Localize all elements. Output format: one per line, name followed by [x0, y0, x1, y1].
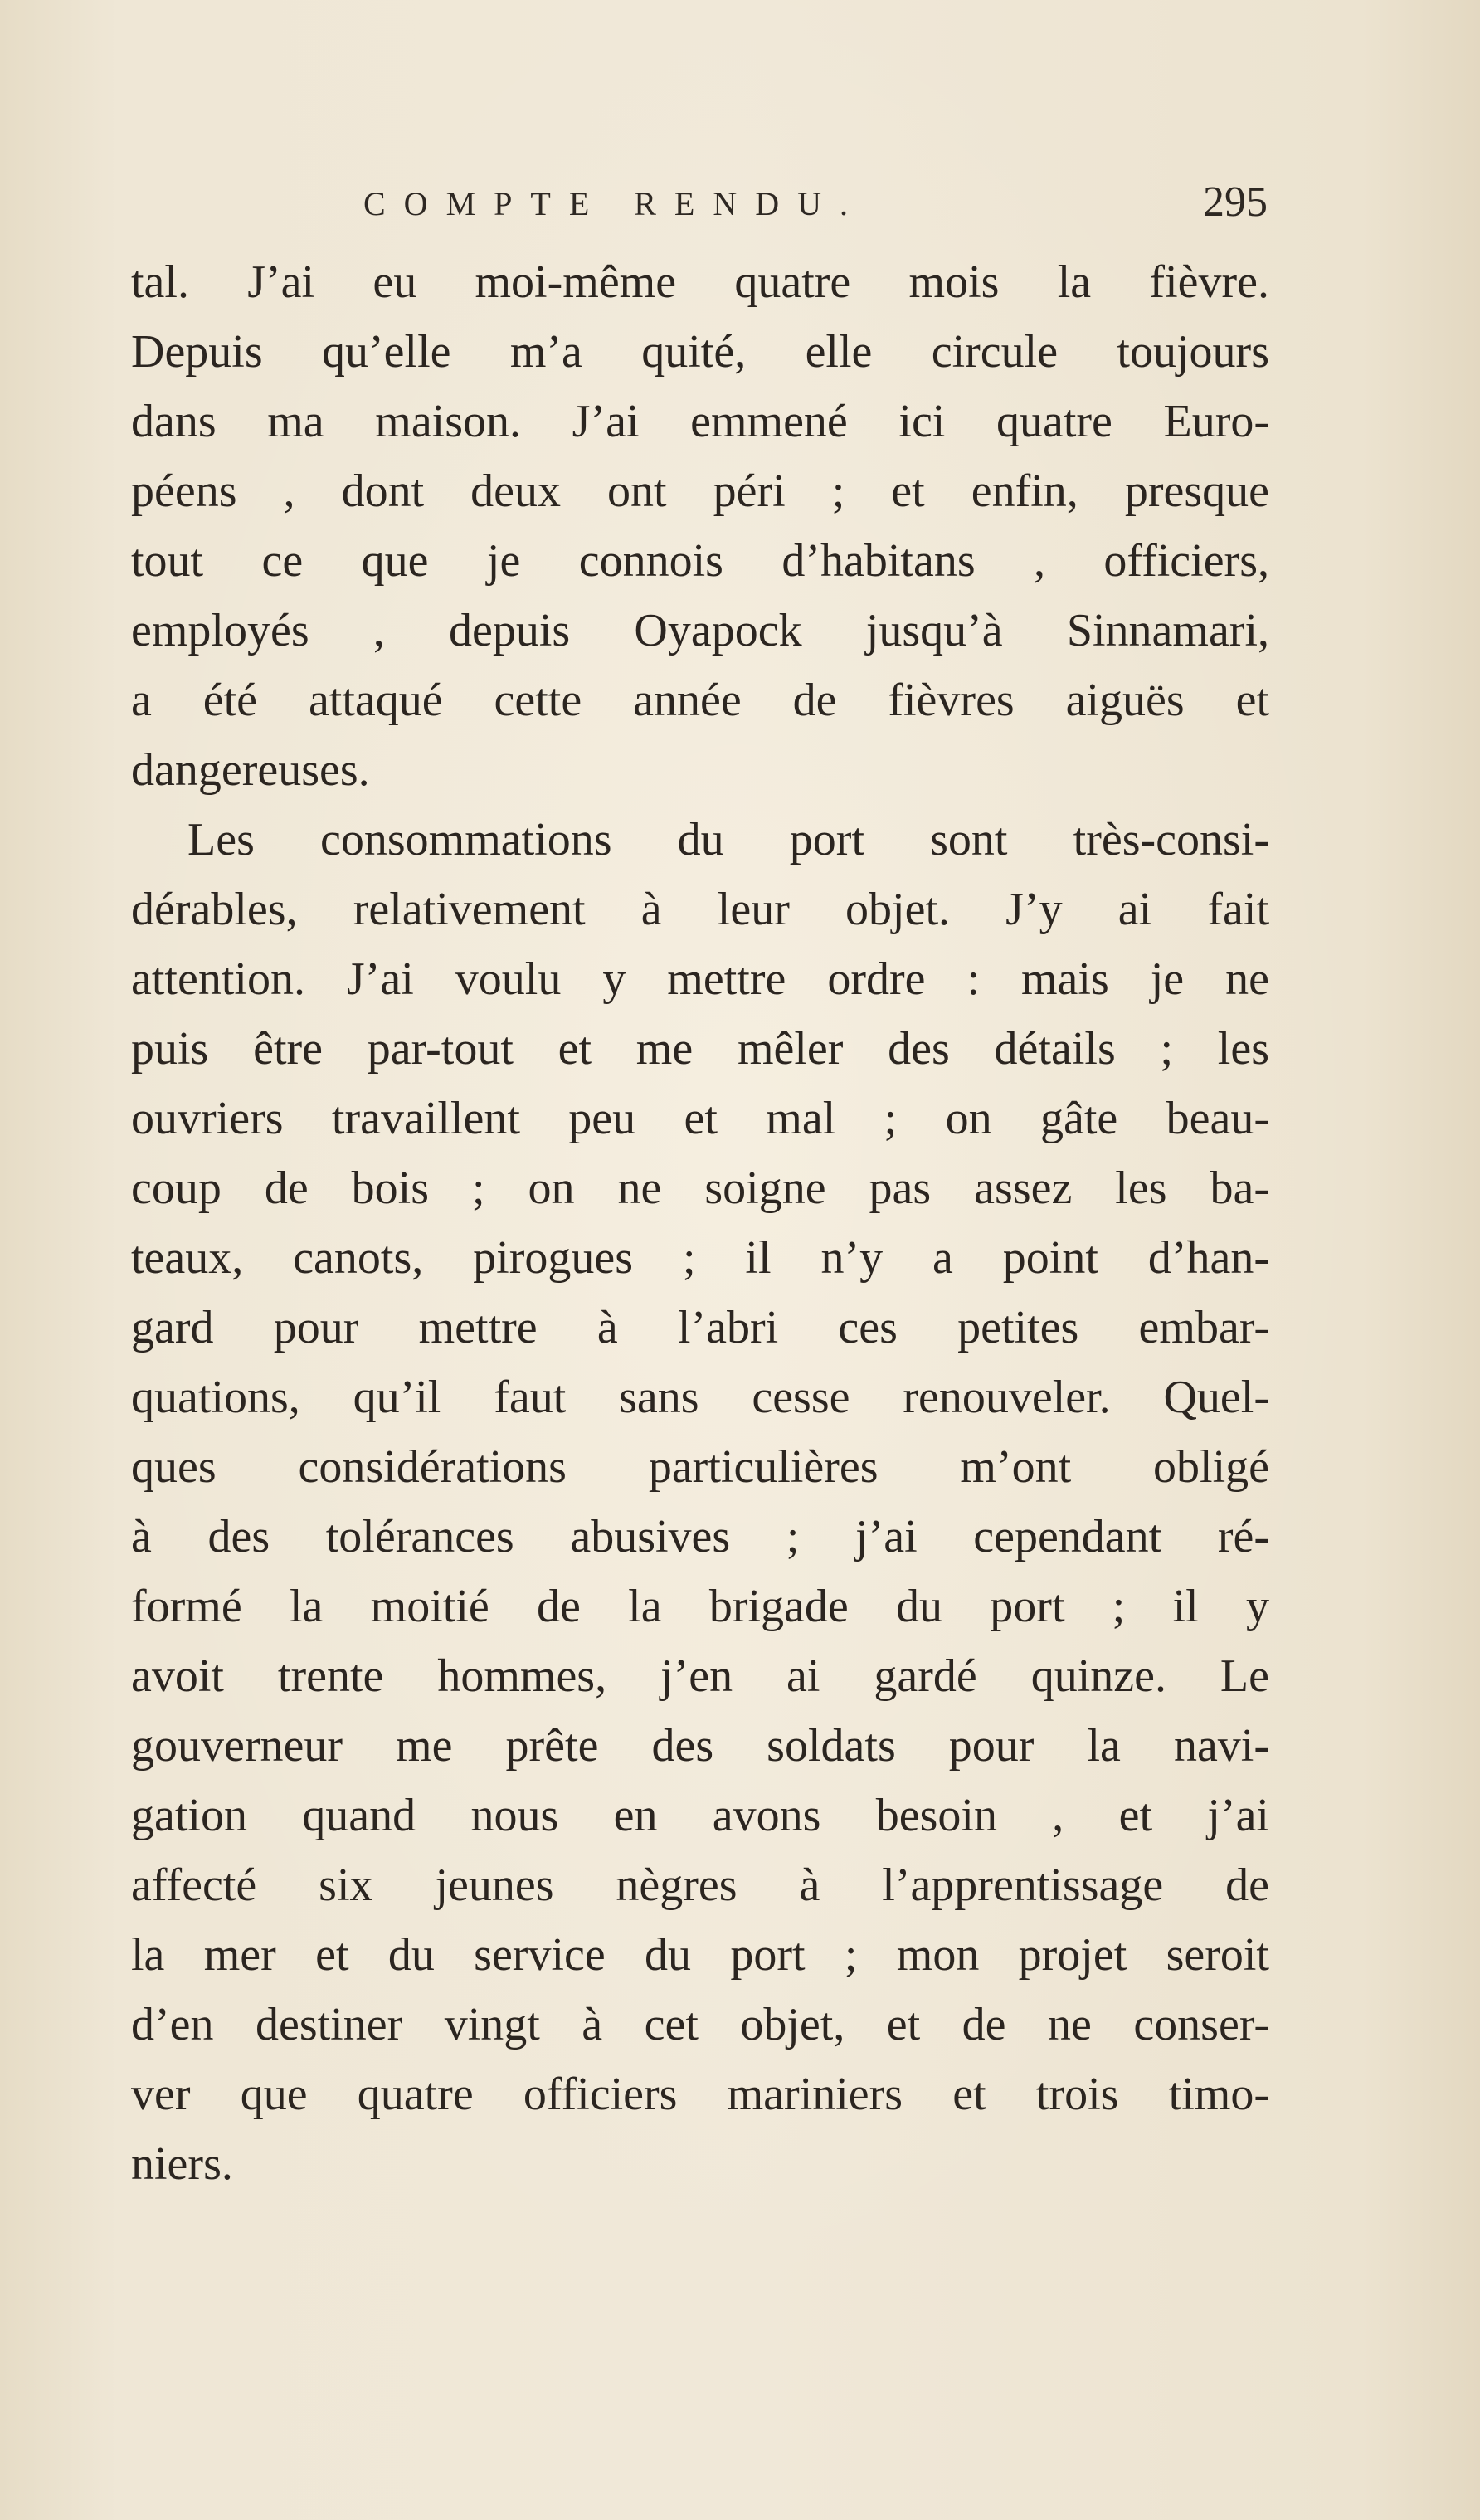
text-line: dangereuses. [131, 744, 370, 796]
text-line: avoit trente hommes, j’en ai gardé quinze. Le [131, 1650, 1269, 1702]
text-line: quations, qu’il faut sans cesse renouveler. Quel- [131, 1372, 1269, 1423]
text-line: employés , depuis Oyapock jusqu’à Sinnamari, [131, 605, 1269, 656]
text-line: péens , dont deux ont péri ; et enfin, presque [131, 465, 1269, 517]
text-line: ver que quatre officiers mariniers et trois timo- [131, 2069, 1269, 2120]
text-line: puis être par-tout et me mêler des détails ; les [131, 1023, 1269, 1075]
text-line: ouvriers travaillent peu et mal ; on gâte beau- [131, 1093, 1269, 1144]
text-line: dans ma maison. J’ai emmené ici quatre Euro- [131, 396, 1269, 447]
paragraph-start-line: Les consommations du port sont très-consi- [187, 814, 1269, 865]
body-text [131, 247, 1269, 2199]
text-line: affecté six jeunes nègres à l’apprentissage de [131, 1860, 1269, 1911]
text-line: à des tolérances abusives ; j’ai cependant ré- [131, 1511, 1269, 1562]
text-line: teaux, canots, pirogues ; il n’y a point d’han- [131, 1232, 1269, 1284]
running-head [131, 178, 1268, 227]
text-line: d’en destiner vingt à cet objet, et de ne conser- [131, 1999, 1269, 2050]
text-line: ques considérations particulières m’ont obligé [131, 1441, 1269, 1493]
running-title: COMPTE RENDU. [363, 185, 867, 222]
text-line: formé la moitié de la brigade du port ; il y [131, 1581, 1269, 1632]
text-line: gation quand nous en avons besoin , et j’ai [131, 1790, 1269, 1841]
text-line: attention. J’ai voulu y mettre ordre : mais je ne [131, 953, 1269, 1005]
page-number: 295 [1203, 178, 1268, 226]
text-line: tal. J’ai eu moi-même quatre mois la fièvre. [131, 256, 1269, 308]
text-line: niers. [131, 2138, 233, 2190]
text-line: Depuis qu’elle m’a quité, elle circule toujours [131, 326, 1269, 378]
text-line: a été attaqué cette année de fièvres aiguës et [131, 675, 1269, 726]
text-line: gard pour mettre à l’abri ces petites embar- [131, 1302, 1269, 1353]
text-line: dérables, relativement à leur objet. J’y ai fait [131, 884, 1269, 935]
text-line: la mer et du service du port ; mon projet seroit [131, 1929, 1269, 1981]
text-line: coup de bois ; on ne soigne pas assez les ba- [131, 1163, 1269, 1214]
text-line: tout ce que je connois d’habitans , officiers, [131, 535, 1269, 587]
text-line: gouverneur me prête des soldats pour la navi- [131, 1720, 1269, 1772]
